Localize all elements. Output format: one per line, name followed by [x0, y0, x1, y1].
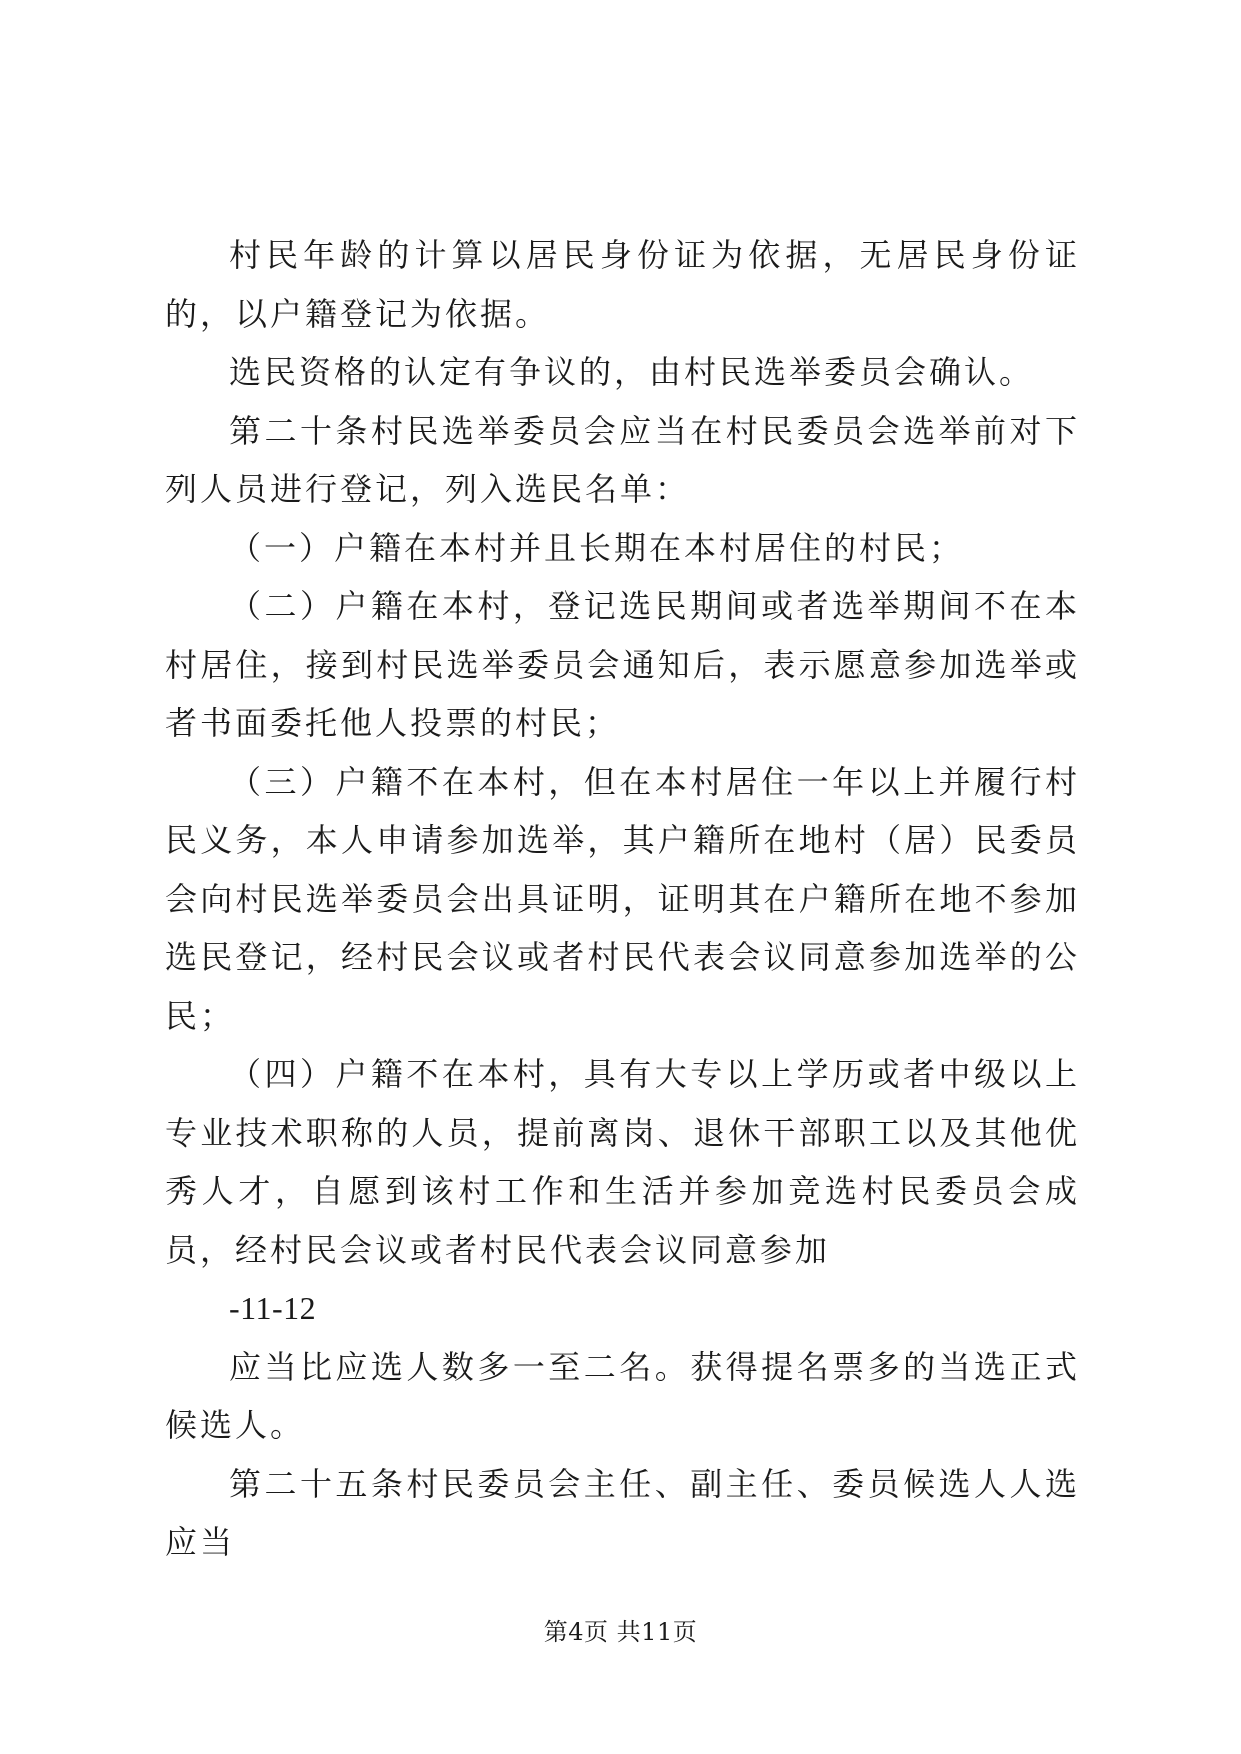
- document-body: [165, 226, 1080, 1572]
- paragraph-article-25: 第二十五条村民委员会主任、副主任、委员候选人人选应当: [165, 1464, 1080, 1561]
- paragraph-item-1: （一）户籍在本村并且长期在本村居住的村民；: [229, 528, 965, 567]
- paragraph-article-20: 第二十条村民选举委员会应当在村民委员会选举前对下列人员进行登记，列入选民名单：: [165, 411, 1080, 508]
- paragraph-voter-dispute: 选民资格的认定有争议的，由村民选举委员会确认。: [229, 353, 1035, 391]
- paragraph-page-marker: -11-12: [229, 1290, 317, 1326]
- paragraph-item-2: （二）户籍在本村，登记选民期间或者选举期间不在本村居住，接到村民选举委员会通知后，表示愿意参加选举或者书面委托他人投票的村民；: [165, 587, 1080, 742]
- paragraph-item-3: （三）户籍不在本村，但在本村居住一年以上并履行村民义务，本人申请参加选举，其户籍所在地村（居）民委员会向村民选举委员会出具证明，证明其在户籍所在地不参加选民登记，经村民会议或者村民代表会议同意参加选举的公民；: [165, 762, 1080, 1035]
- page-number-footer: 第4页 共11页: [543, 1618, 698, 1646]
- paragraph-age-calculation: 村民年龄的计算以居民身份证为依据，无居民身份证的，以户籍登记为依据。: [165, 236, 1080, 333]
- paragraph-candidate-count: 应当比应选人数多一至二名。获得提名票多的当选正式候选人。: [165, 1347, 1080, 1444]
- paragraph-item-4: （四）户籍不在本村，具有大专以上学历或者中级以上专业技术职称的人员，提前离岗、退休干部职工以及其他优秀人才，自愿到该村工作和生活并参加竞选村民委员会成员，经村民会议或者村民代表会议同意参加: [165, 1055, 1080, 1269]
